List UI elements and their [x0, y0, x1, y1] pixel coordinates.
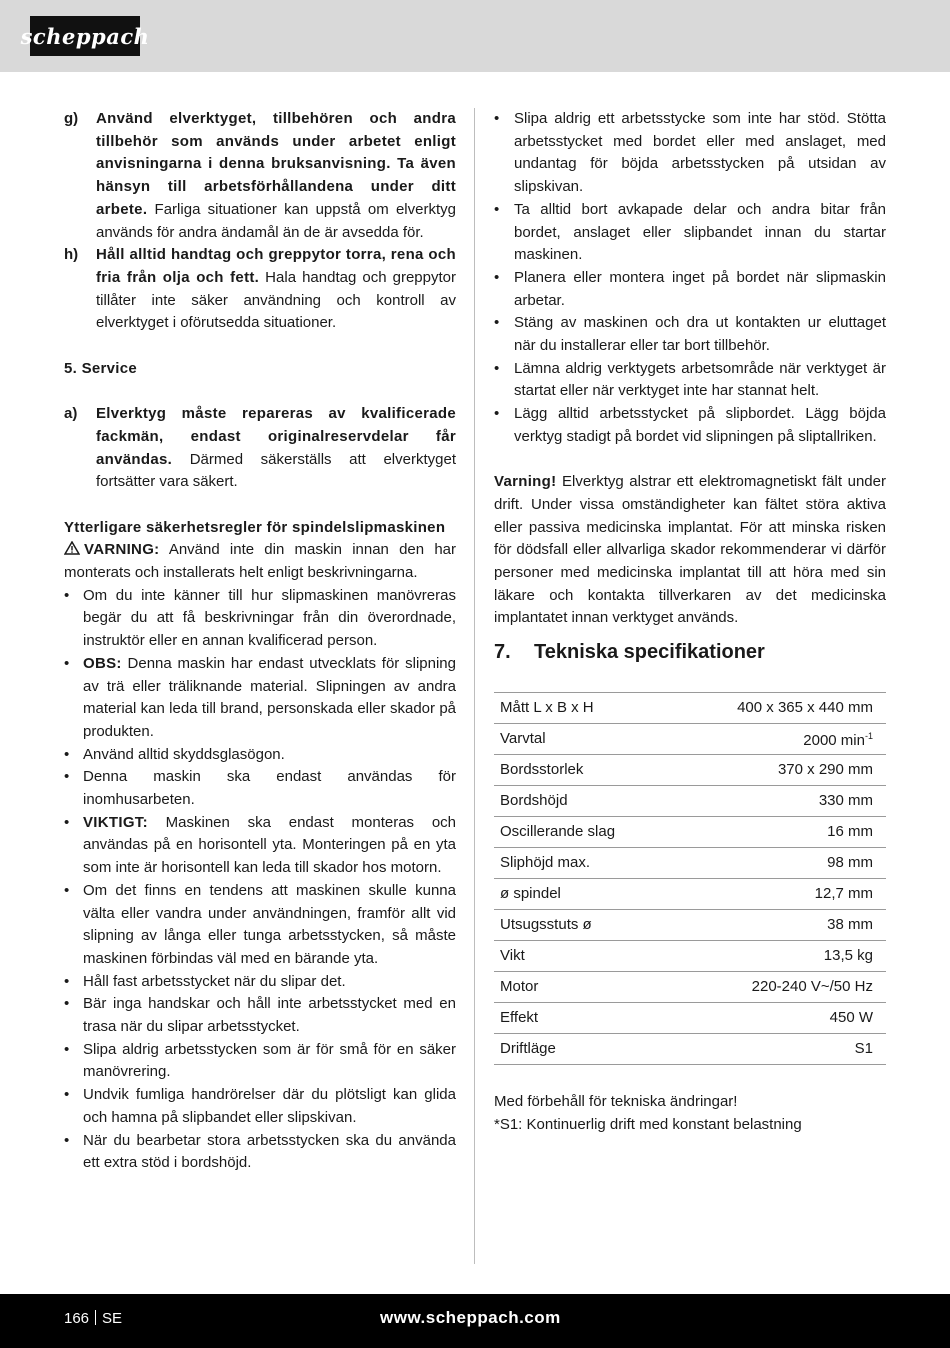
right-bullet-item: • Slipa aldrig ett arbetsstycke som inte har stöd. Stötta arbetsstycket med bordet eller med anslaget, med undantag för böjda arbetsstycken på utsidan av slipskivan. [494, 108, 886, 199]
column-divider [474, 108, 475, 1264]
rule-a-mark: a) [64, 405, 78, 423]
rule-a-bold: Elverktyg måste repareras av kvalificerade fackmän, endast originalreservdelar får användas. [96, 405, 456, 468]
left-bullet-text: Använd alltid skyddsglasögon. [83, 745, 285, 763]
spec-row [494, 755, 886, 786]
spec-value: 12,7 mm [814, 884, 873, 902]
right-bullet-item: • Lämna aldrig verktygets arbetsområde när verktyget är startat eller när verktyget inte har stannat helt. [494, 358, 886, 403]
brand-logo: scheppach [30, 16, 140, 56]
spec-value: 98 mm [827, 853, 873, 871]
spec-row [494, 910, 886, 941]
left-bullet-text: Om du inte känner till hur slipmaskinen manövreras begär du att få beskrivningar från din överordnade, instruktör eller en annan kvalificerad person. [83, 586, 456, 650]
spec-note-reservation: Med förbehåll för tekniska ändringar! [494, 1093, 738, 1111]
spec-row [494, 724, 886, 755]
left-bullet-item [64, 993, 456, 1038]
spec-label: Bordshöjd [500, 791, 568, 809]
spec-value-cell [671, 817, 886, 848]
emf-warning-label: Varning! [494, 473, 557, 491]
warning-text: Använd inte din maskin innan den har monterats och installerats helt enligt beskrivningarna. [64, 541, 456, 582]
warning-triangle-icon [64, 541, 80, 555]
spec-value: 400 x 365 x 440 mm [737, 698, 873, 716]
spec-label: Driftläge [500, 1039, 556, 1057]
left-bullet-item [64, 766, 456, 811]
left-bullet-item [64, 1084, 456, 1129]
left-bullet-item [64, 1039, 456, 1084]
spec-label: Varvtal [500, 729, 546, 747]
rule-a [64, 403, 456, 494]
spec-value-cell [671, 910, 886, 941]
left-bullet-bold: OBS: [83, 654, 122, 672]
right-bullet-list [494, 108, 886, 449]
left-bullet-text: När du bearbetar stora arbetsstycken ska du använda ett extra stöd i bordshöjd. [83, 1131, 456, 1172]
spec-row [494, 848, 886, 879]
emf-warning-text: Elverktyg alstrar ett elektromagnetiskt fält under drift. Under vissa omständigheter kan fältet störa aktiva eller passiva medicinska implantat. För att minska risken för dödsfall eller allvarliga skador rekommenderar vi därför personer med medicinska implantat till att höra med sin läkare och kontakta tillverkaren av det medicinska implantatet innan verktyget används. [494, 473, 886, 627]
warning-label: VARNING: [84, 541, 160, 559]
left-bullet-item [64, 971, 456, 994]
spec-row [494, 972, 886, 1003]
spec-label: Sliphöjd max. [500, 853, 591, 871]
spec-value-cell [671, 724, 886, 755]
spec-label: Bordsstorlek [500, 760, 584, 778]
spec-value-cell [671, 941, 886, 972]
spec-value-cell [671, 879, 886, 910]
rule-g-bold: Använd elverktyget, tillbehören och andra tillbehör som används under arbetet enligt anvisningarna i denna bruksanvisning. Ta även hänsyn till arbetsförhållandena under ditt arbete. [96, 110, 456, 218]
left-bullet-text: Om det finns en tendens att maskinen skulle kunna välta eller vandra under användningen, framför allt vid slipning av långa eller tunga arbetsstycken, så måste maskinen förbindas väl med en bärande yta. [83, 881, 456, 967]
spec-value: 13,5 kg [823, 946, 873, 964]
footer-separator [95, 1310, 96, 1325]
spec-label: Motor [500, 977, 539, 995]
rule-g-text: Farliga situationer kan uppstå om elverktyg används för andra ändamål än de är avsedda för. [96, 200, 456, 241]
spec-value: 38 mm [827, 915, 873, 933]
left-bullet-text: Bär inga handskar och håll inte arbetsstycket med en trasa när du slipar arbetsstycket. [83, 995, 456, 1036]
left-bullet-text: Slipa aldrig arbetsstycken som är för små för en säker manövrering. [83, 1040, 456, 1081]
left-bullet-item [64, 1130, 456, 1175]
spec-value: 330 mm [818, 791, 873, 809]
spec-label: Vikt [500, 946, 525, 964]
spec-value-cell [671, 848, 886, 879]
spec-value: 2000 min [803, 732, 865, 750]
left-bullet-text: Håll fast arbetsstycket när du slipar det. [83, 972, 346, 990]
left-bullet-list [64, 585, 456, 1175]
left-bullet-item [64, 812, 456, 880]
left-bullet-item [64, 585, 456, 653]
left-bullet-text: Undvik fumliga handrörelser där du plötsligt kan glida och hamna på slipbandet eller slipskivan. [83, 1086, 456, 1126]
spec-row [494, 941, 886, 972]
spec-notes [494, 1091, 886, 1136]
spec-label: ø spindel [500, 884, 561, 902]
header-bar [0, 0, 950, 72]
spec-value: 220-240 V~/50 Hz [751, 977, 873, 995]
spec-heading [494, 638, 886, 666]
spec-table [494, 692, 886, 1065]
spec-row [494, 879, 886, 910]
spec-row [494, 693, 886, 724]
spec-label: Utsugsstuts ø [500, 915, 592, 933]
spec-row [494, 817, 886, 848]
spec-value-cell [671, 1003, 886, 1034]
spec-heading-number: 7. [494, 641, 511, 664]
rule-h [64, 244, 456, 335]
spec-value: 16 mm [827, 822, 873, 840]
left-bullet-bold: VIKTIGT: [83, 813, 148, 831]
spec-heading-title: Tekniska specifikationer [534, 641, 765, 664]
website-url[interactable]: www.scheppach.com [380, 1308, 561, 1327]
service-heading: 5. Service [64, 359, 138, 377]
spec-value-superscript: -1 [864, 731, 873, 742]
rule-a-text: Därmed säkerställs att elverktyget fortsätter vara säkert. [96, 450, 456, 491]
page-language: SE [102, 1310, 123, 1327]
right-bullet-item: • Ta alltid bort avkapade delar och andra bitar från bordet, anslaget eller slipbandet innan du startar maskinen. [494, 199, 886, 267]
spec-value: 370 x 290 mm [777, 760, 873, 778]
rule-g [64, 108, 456, 244]
footer-bar [0, 1294, 950, 1348]
rule-h-mark: h) [64, 246, 79, 264]
left-bullet-item [64, 653, 456, 744]
spec-row [494, 1034, 886, 1065]
emf-warning-paragraph [494, 471, 886, 630]
left-column [64, 108, 456, 1175]
spec-value-cell [671, 972, 886, 1003]
spec-value-cell [671, 1034, 886, 1065]
spec-row [494, 786, 886, 817]
left-bullet-text: Denna maskin har endast utvecklats för slipning av trä eller träliknande material. Slipningen av andra material kan leda till brand, personskada eller skador på produkten. [83, 654, 456, 740]
spec-label: Effekt [500, 1008, 539, 1026]
page-number [64, 1310, 122, 1327]
spec-value: 450 W [829, 1008, 873, 1026]
rule-h-text: Hala handtag och greppytor tillåter inte säker användning och kontroll av elverktyget i oförutsedda situationer. [96, 268, 456, 332]
spec-value-cell [671, 786, 886, 817]
left-bullet-item [64, 744, 456, 767]
spec-value-cell [671, 693, 886, 724]
left-bullet-item [64, 880, 456, 971]
extra-safety-heading: Ytterligare säkerhetsregler för spindelslipmaskinen [64, 518, 446, 536]
right-bullet-item: • Planera eller montera inget på bordet när slipmaskin arbetar. [494, 267, 886, 312]
left-bullet-text: Maskinen ska endast monteras och användas på en horisontell yta. Monteringen på en yta som inte är horisontell kan leda till skador hos motorn. [83, 813, 456, 877]
spec-label: Mått L x B x H [500, 698, 594, 716]
spec-row [494, 1003, 886, 1034]
right-bullet-item: • Lägg alltid arbetsstycket på slipbordet. Lägg böjda verktyg stadigt på bordet vid slipningen på sliptallriken. [494, 403, 886, 448]
spec-label: Oscillerande slag [500, 822, 616, 840]
spec-note-s1: *S1: Kontinuerlig drift med konstant belastning [494, 1115, 802, 1133]
left-bullet-text: Denna maskin ska endast användas för inomhusarbeten. [83, 768, 456, 809]
rule-g-mark: g) [64, 110, 79, 127]
spec-value: S1 [854, 1039, 873, 1057]
right-column [494, 108, 886, 1137]
right-bullet-item: • Stäng av maskinen och dra ut kontakten ur eluttaget när du installerar eller tar bort tillbehör. [494, 312, 886, 357]
page-number-value: 166 [64, 1310, 90, 1327]
spec-value-cell [671, 755, 886, 786]
warning-paragraph [64, 539, 456, 584]
rule-h-bold: Håll alltid handtag och greppytor torra, rena och fria från olja och fett. [96, 246, 456, 286]
